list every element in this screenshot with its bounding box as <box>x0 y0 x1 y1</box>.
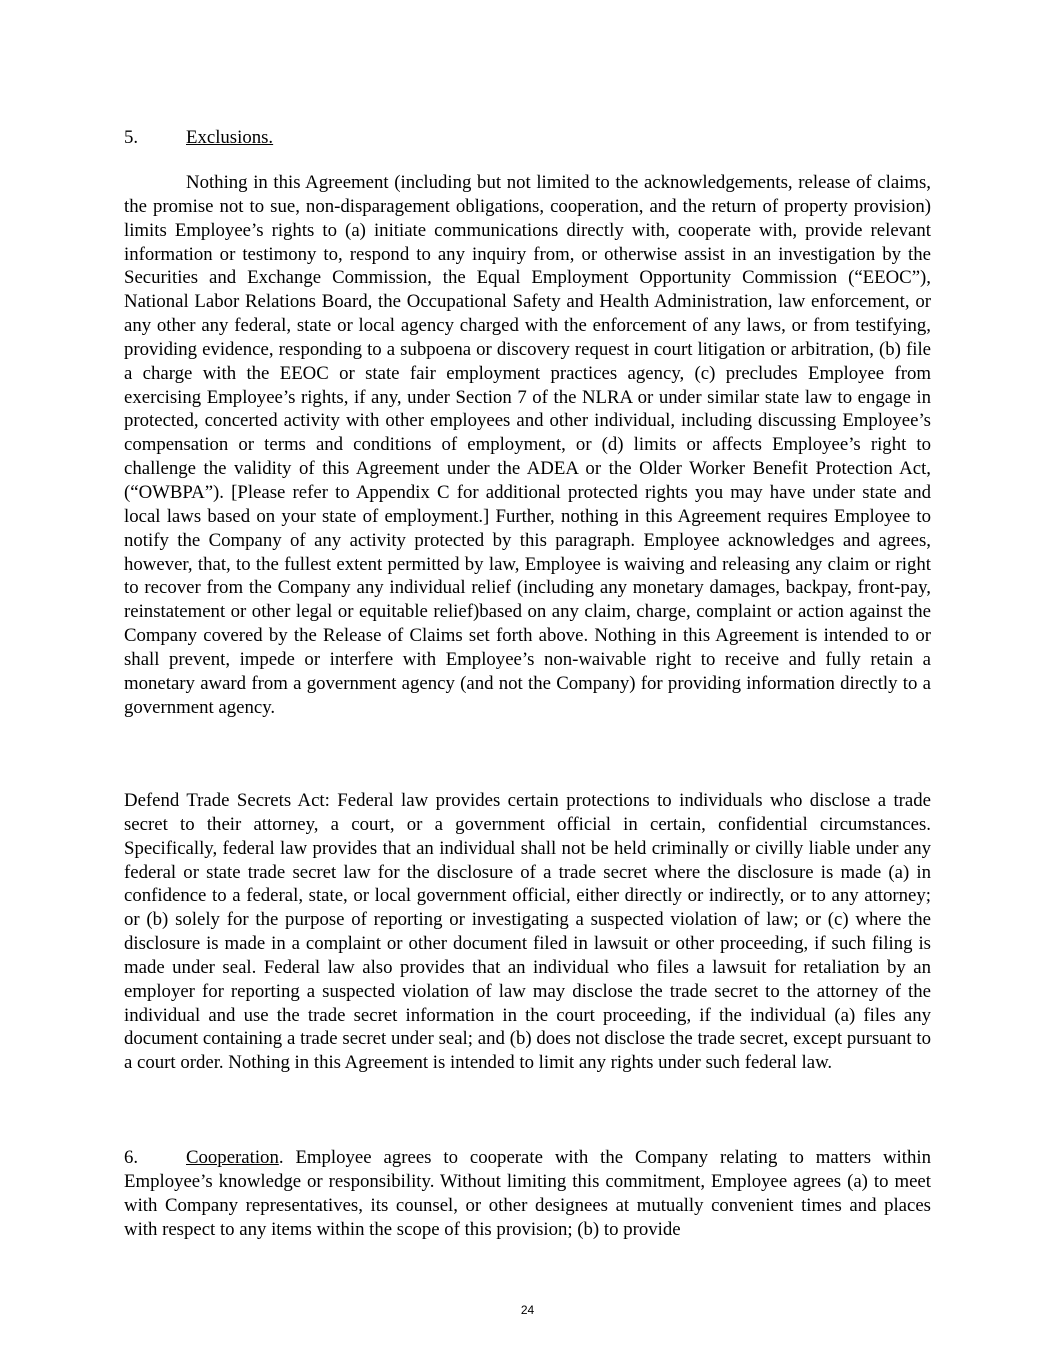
section-6-title: Cooperation <box>186 1147 279 1168</box>
page-number: 24 <box>520 1303 535 1317</box>
section-6-text: . Employee agrees to cooperate with the Company relating to matters within Employee’s knowledge or responsibility. Without limiting this commitment, Employee agrees (a) to meet with Company representatives, its counsel, or other designees at mutually convenient times and places with respect to any items within the scope of this provision; (b) to provide <box>124 1147 931 1240</box>
defend-trade-secrets-paragraph: Defend Trade Secrets Act: Federal law provides certain protections to individuals who disclose a trade secret to their attorney, a court, or a government official in certain, confidential circumstances. Specifically, federal law provides that an individual shall not be held criminally or civilly liable under any federal or state trade secret law for the disclosure of a trade secret where the disclosure is made (a) in confidence to a federal, state, or local government official, either directly or indirectly, or to any attorney; or (b) solely for the purpose of reporting or investigating a suspected violation of law; or (c) where the disclosure is made in a complaint or other document filed in lawsuit or other proceeding, if such filing is made under seal. Federal law also provides that an individual who files a lawsuit for retaliation by an employer for reporting a suspected violation of law may disclose the trade secret to the attorney of the individual and use the trade secret information in the court proceeding, if the individual (a) files any document containing a trade secret under seal; and (b) does not disclose the trade secret, except pursuant to a court order. Nothing in this Agreement is intended to limit any rights under such federal law. <box>124 790 931 1074</box>
section-5-heading <box>124 126 931 150</box>
section-6-number: 6. <box>124 1147 139 1168</box>
section-6-paragraph <box>124 1146 931 1241</box>
exclusions-paragraph: Nothing in this Agreement (including but not limited to the acknowledgements, release of claims, the promise not to sue, non-disparagement obligations, cooperation, and the return of property provision) limits Employee’s rights to (a) initiate communications directly with, cooperate with, provide relevant information or testimony to, respond to any inquiry from, or otherwise assist in an investigation by the Securities and Exchange Commission, the Equal Employment Opportunity Commission (“EEOC”), National Labor Relations Board, the Occupational Safety and Health Administration, law enforcement, or any other any federal, state or local agency charged with the enforcement of any laws, or from testifying, providing evidence, responding to a subpoena or discovery request in court litigation or arbitration, (b) file a charge with the EEOC or state fair employment practices agency, (c) precludes Employee from exercising Employee’s rights, if any, under Section 7 of the NLRA or under similar state law to engage in protected, concerted activity with other employees and other individual, including discussing Employee’s compensation or terms and conditions of employment, or (d) limits or affects Employee’s right to challenge the validity of this Agreement under the ADEA or the Older Worker Benefit Protection Act, (“OWBPA”). [Please refer to Appendix C for additional protected rights you may have under state and local laws based on your state of employment.] Further, nothing in this Agreement requires Employee to notify the Company of any activity protected by this paragraph. Employee acknowledges and agrees, however, that, to the fullest extent permitted by law, Employee is waiving and releasing any claim or right to recover from the Company any individual relief (including any monetary damages, backpay, front-pay, reinstatement or other legal or equitable relief)based on any claim, charge, complaint or action against the Company covered by the Release of Claims set forth above. Nothing in this Agreement is intended to or shall prevent, impede or interfere with Employee’s non-waivable right to receive and fully retain a monetary award from a government agency (and not the Company) for providing information directly to a government agency. <box>124 172 931 718</box>
section-5-title: Exclusions. <box>186 127 274 148</box>
section-5-number: 5. <box>124 127 139 148</box>
